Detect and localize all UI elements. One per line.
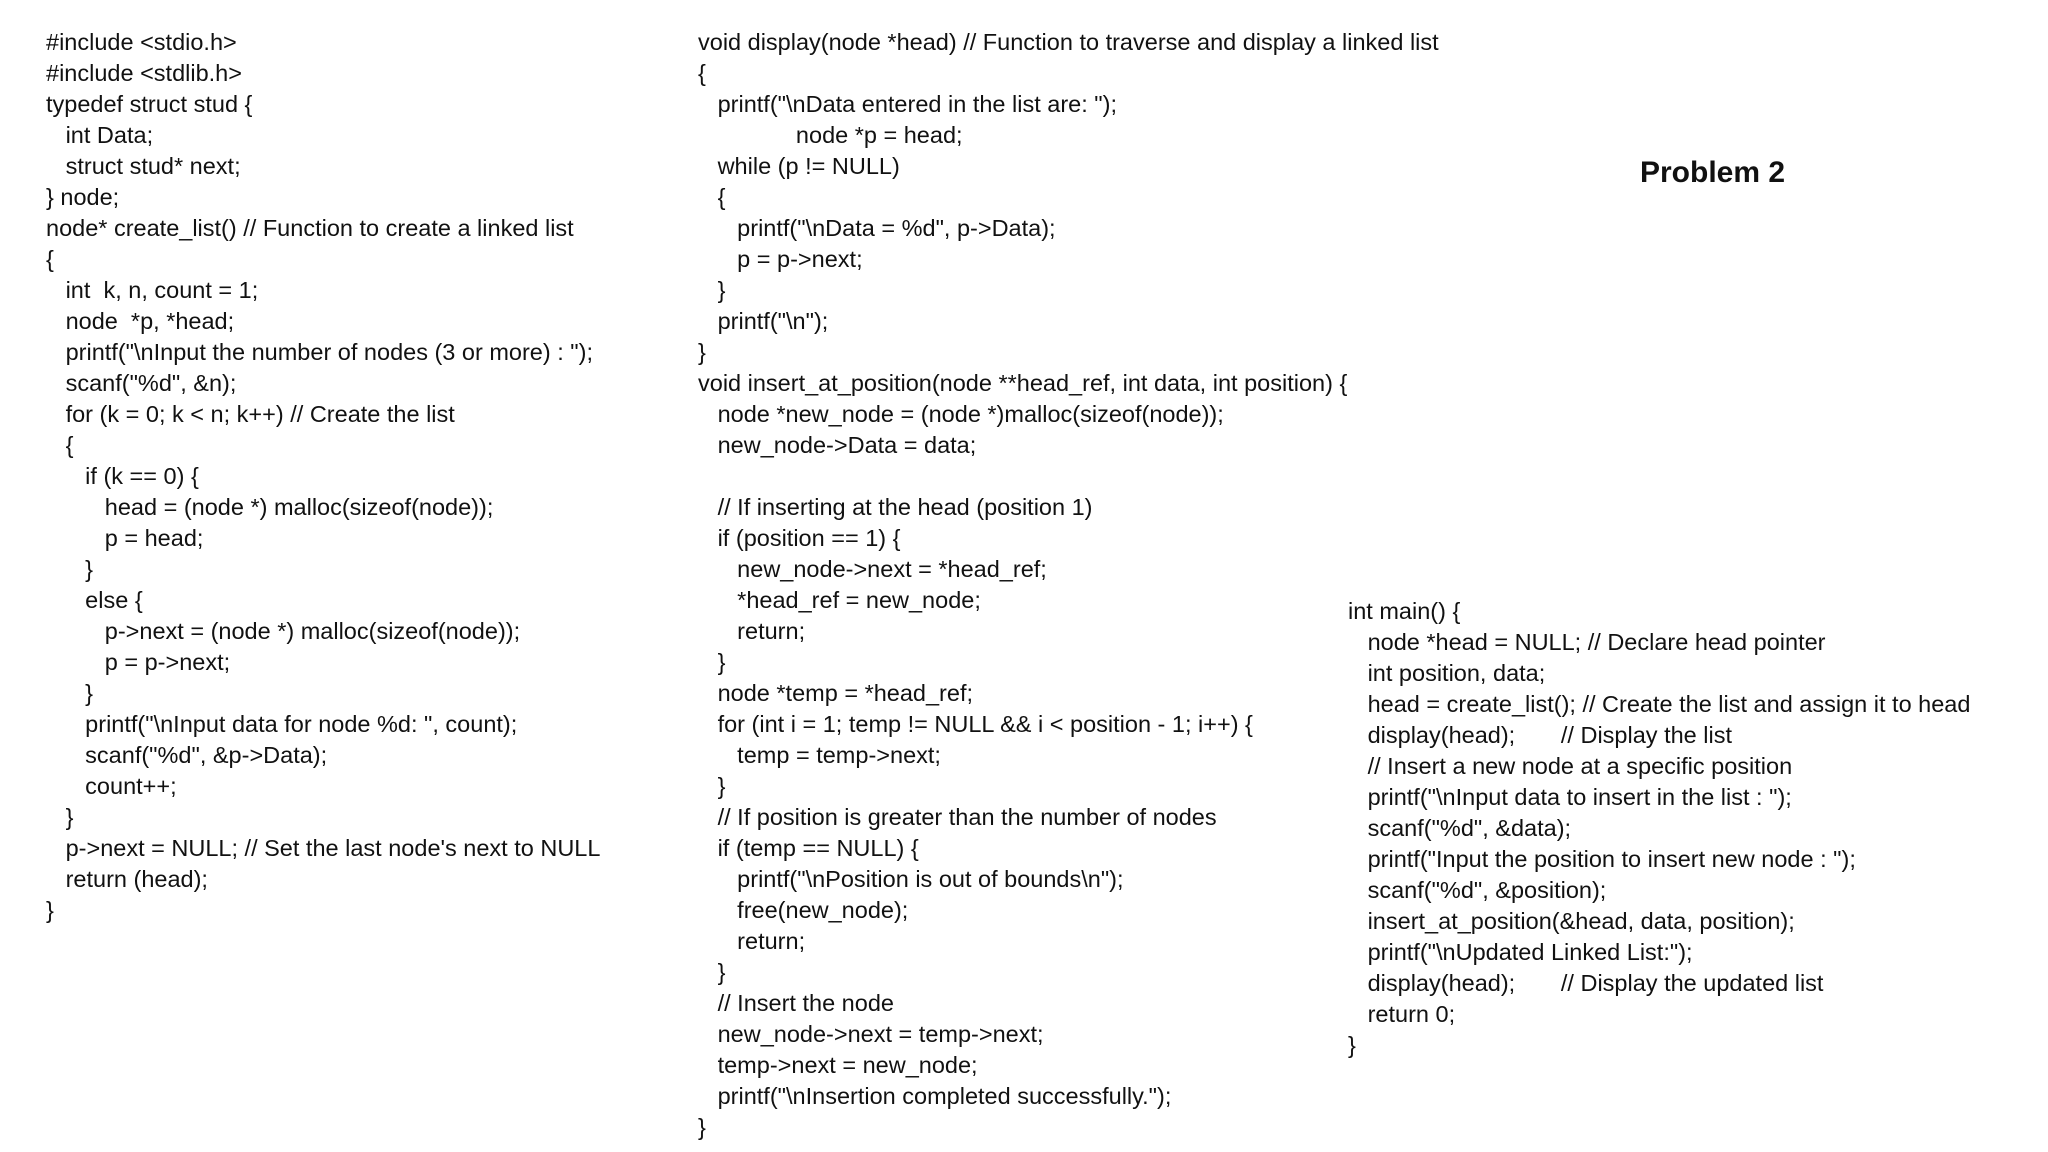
create-list-code-block	[46, 27, 600, 926]
code-line: temp = temp->next;	[698, 742, 941, 768]
code-line: node *p, *head;	[46, 308, 235, 334]
code-line: node *p = head;	[698, 122, 963, 148]
code-line: void insert_at_position(node **head_ref, int data, int position) {	[698, 370, 1348, 396]
code-line: }	[698, 339, 706, 365]
code-line: new_node->next = *head_ref;	[698, 556, 1047, 582]
code-line: new_node->Data = data;	[698, 432, 977, 458]
code-line: p = p->next;	[698, 246, 863, 272]
code-line: display(head); // Display the list	[1348, 722, 1732, 748]
code-line: typedef struct stud {	[46, 91, 253, 117]
code-line: }	[46, 897, 54, 923]
code-line: }	[698, 959, 726, 985]
code-line: }	[46, 680, 94, 706]
code-line: // If inserting at the head (position 1)	[698, 494, 1093, 520]
code-line: printf("\n");	[698, 308, 829, 334]
code-line: p = head;	[46, 525, 204, 551]
code-line: p->next = NULL; // Set the last node's next to NULL	[46, 835, 601, 861]
code-line: scanf("%d", &position);	[1348, 877, 1607, 903]
code-line: node *temp = *head_ref;	[698, 680, 974, 706]
code-line: printf("Input the position to insert new node : ");	[1348, 846, 1856, 872]
code-line: return;	[698, 618, 806, 644]
code-line: printf("\nInsertion completed successfully.");	[698, 1083, 1172, 1109]
code-line: count++;	[46, 773, 177, 799]
code-line: if (position == 1) {	[698, 525, 901, 551]
code-line: #include <stdlib.h>	[46, 60, 242, 86]
code-line: int Data;	[46, 122, 154, 148]
code-line: head = create_list(); // Create the list and assign it to head	[1348, 691, 1971, 717]
code-line: while (p != NULL)	[698, 153, 900, 179]
code-line: return;	[698, 928, 806, 954]
code-line: scanf("%d", &n);	[46, 370, 237, 396]
code-line: return 0;	[1348, 1001, 1456, 1027]
code-line: printf("\nInput data to insert in the list : ");	[1348, 784, 1792, 810]
code-line: void display(node *head) // Function to traverse and display a linked list	[698, 29, 1439, 55]
code-line: // Insert a new node at a specific position	[1348, 753, 1793, 779]
code-line: head = (node *) malloc(sizeof(node));	[46, 494, 494, 520]
code-line	[698, 461, 1439, 492]
code-line: scanf("%d", &p->Data);	[46, 742, 328, 768]
code-line: free(new_node);	[698, 897, 909, 923]
code-line: int main() {	[1348, 598, 1461, 624]
code-line: struct stud* next;	[46, 153, 241, 179]
code-line: }	[698, 773, 726, 799]
code-line: {	[46, 432, 74, 458]
code-line: printf("\nData entered in the list are: ");	[698, 91, 1117, 117]
code-line: }	[46, 804, 74, 830]
code-line: int position, data;	[1348, 660, 1546, 686]
code-line: insert_at_position(&head, data, position);	[1348, 908, 1795, 934]
code-line: // If position is greater than the number of nodes	[698, 804, 1217, 830]
code-line: for (k = 0; k < n; k++) // Create the list	[46, 401, 455, 427]
code-line: temp->next = new_node;	[698, 1052, 978, 1078]
code-line: node *head = NULL; // Declare head pointer	[1348, 629, 1826, 655]
main-function-code-block	[1348, 596, 1970, 1061]
code-line: return (head);	[46, 866, 208, 892]
code-line: printf("\nInput the number of nodes (3 or more) : ");	[46, 339, 593, 365]
code-line: {	[698, 184, 726, 210]
code-line: // Insert the node	[698, 990, 894, 1016]
display-insert-code-block	[698, 27, 1439, 1143]
code-line: p = p->next;	[46, 649, 231, 675]
code-line: printf("\nData = %d", p->Data);	[698, 215, 1056, 241]
code-line: int k, n, count = 1;	[46, 277, 259, 303]
code-line: node* create_list() // Function to create a linked list	[46, 215, 574, 241]
code-line: *head_ref = new_node;	[698, 587, 981, 613]
code-line: if (temp == NULL) {	[698, 835, 919, 861]
code-line: } node;	[46, 184, 120, 210]
code-line: printf("\nPosition is out of bounds\n");	[698, 866, 1124, 892]
code-line: }	[698, 277, 726, 303]
code-line: printf("\nUpdated Linked List:");	[1348, 939, 1693, 965]
code-line: node *new_node = (node *)malloc(sizeof(node));	[698, 401, 1224, 427]
code-line: }	[46, 556, 94, 582]
code-line: }	[1348, 1032, 1356, 1058]
code-line: new_node->next = temp->next;	[698, 1021, 1044, 1047]
code-line: }	[698, 649, 726, 675]
code-line: display(head); // Display the updated list	[1348, 970, 1824, 996]
code-line: #include <stdio.h>	[46, 29, 237, 55]
code-line: {	[698, 60, 706, 86]
problem-title: Problem 2	[1640, 156, 1786, 189]
code-line: if (k == 0) {	[46, 463, 199, 489]
code-line: for (int i = 1; temp != NULL && i < position - 1; i++) {	[698, 711, 1253, 737]
code-line: p->next = (node *) malloc(sizeof(node));	[46, 618, 521, 644]
code-line: else {	[46, 587, 143, 613]
code-line: }	[698, 1114, 706, 1140]
code-line: scanf("%d", &data);	[1348, 815, 1572, 841]
code-line: printf("\nInput data for node %d: ", count);	[46, 711, 518, 737]
code-line: {	[46, 246, 54, 272]
